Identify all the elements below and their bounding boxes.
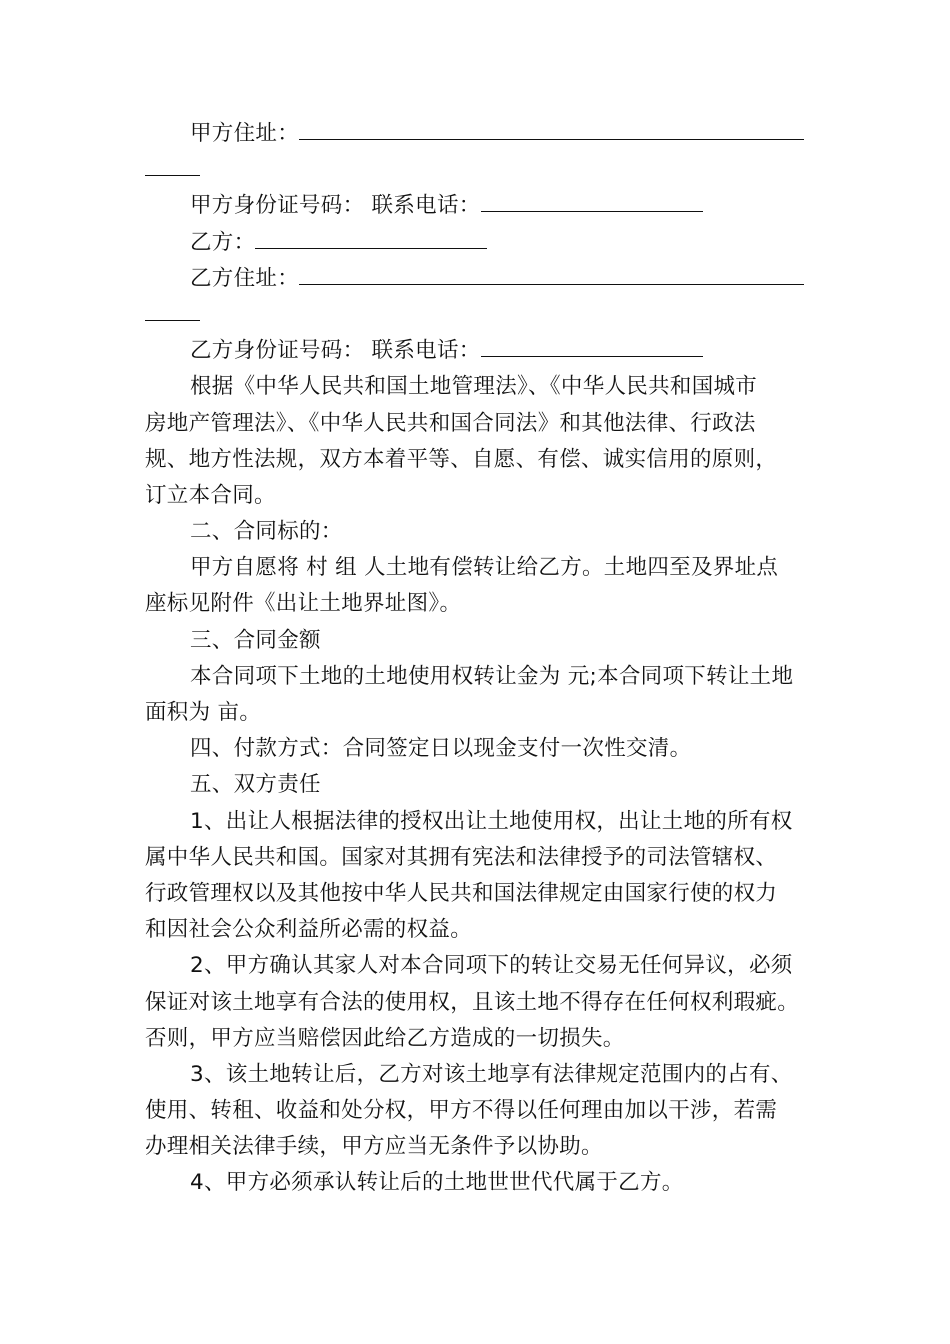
section-3-title: 三、合同金额 (190, 627, 321, 653)
preamble-line: 房地产管理法》、《中华人民共和国合同法》和其他法律、行政法 (145, 410, 756, 436)
preamble-paragraph (145, 369, 810, 514)
party-b-address-label: 乙方住址： (190, 265, 300, 291)
clause-4-line: 4、甲方必须承认转让后的土地世世代代属于乙方。 (190, 1170, 684, 1196)
party-b-phone-label: 联系电话： (371, 338, 481, 364)
party-a-phone-blank (481, 189, 703, 212)
party-a-address-continuation (145, 152, 810, 188)
preamble-line: 订立本合同。 (145, 482, 276, 508)
clause-1-line: 属中华人民共和国。国家对其拥有宪法和法律授予的司法管辖权、 (145, 844, 778, 870)
party-b-address-blank (299, 262, 804, 285)
section-2-title: 二、合同标的： (190, 519, 343, 545)
party-a-address-blank-cont (145, 153, 200, 176)
contract-body (145, 116, 810, 1202)
party-b-address-line (145, 261, 810, 297)
party-a-address-label: 甲方住址： (190, 121, 300, 146)
party-a-address-line (145, 116, 810, 152)
party-a-address-blank (299, 117, 804, 140)
clause-3-line: 使用、转租、收益和处分权，甲方不得以任何理由加以干涉，若需 (145, 1098, 778, 1124)
clause-2-line: 保证对该土地享有合法的使用权，且该土地不得存在任何权利瑕疵。 (145, 989, 800, 1015)
section-2-body-line: 座标见附件《出让土地界址图》。 (145, 591, 462, 617)
section-5-title: 五、双方责任 (190, 772, 321, 798)
party-a-id-line (145, 188, 810, 224)
clause-1-line: 和因社会公众利益所必需的权益。 (145, 917, 473, 943)
section-3-body-line: 面积为 亩。 (145, 700, 262, 725)
party-b-name-blank (255, 226, 487, 249)
section-2-body-line: 甲方自愿将 村 组 人土地有偿转让给乙方。土地四至及界址点 (190, 555, 779, 581)
clause-1-line: 1、出让人根据法律的授权出让土地使用权，出让土地的所有权 (190, 808, 793, 834)
clause-1-line: 行政管理权以及其他按中华人民共和国法律规定由国家行使的权力 (145, 880, 778, 906)
clause-2-line: 否则，甲方应当赔偿因此给乙方造成的一切损失。 (145, 1025, 625, 1051)
party-b-label: 乙方： (190, 229, 256, 255)
preamble-line: 根据《中华人民共和国土地管理法》、《中华人民共和国城市 (190, 374, 758, 400)
clause-3-line: 办理相关法律手续，甲方应当无条件予以协助。 (145, 1134, 603, 1160)
party-b-phone-blank (481, 334, 703, 357)
section-3-body-line: 本合同项下土地的土地使用权转让金为 元;本合同项下转让土地 (190, 663, 794, 689)
party-b-address-continuation (145, 297, 810, 333)
clause-3-line: 3、该土地转让后，乙方对该土地享有法律规定范围内的占有、 (190, 1061, 793, 1087)
preamble-line: 规、地方性法规，双方本着平等、自愿、有偿、诚实信用的原则， (145, 446, 778, 472)
party-b-id-label: 乙方身份证号码： (190, 338, 365, 364)
party-b-line (145, 225, 810, 261)
party-a-id-label: 甲方身份证号码： (190, 193, 365, 219)
party-a-phone-label: 联系电话： (371, 193, 481, 219)
party-b-id-line (145, 333, 810, 369)
clause-2-line: 2、甲方确认其家人对本合同项下的转让交易无任何异议，必须 (190, 953, 793, 979)
party-b-address-blank-cont (145, 298, 200, 321)
section-4-line: 四、付款方式：合同签定日以现金支付一次性交清。 (190, 736, 692, 762)
